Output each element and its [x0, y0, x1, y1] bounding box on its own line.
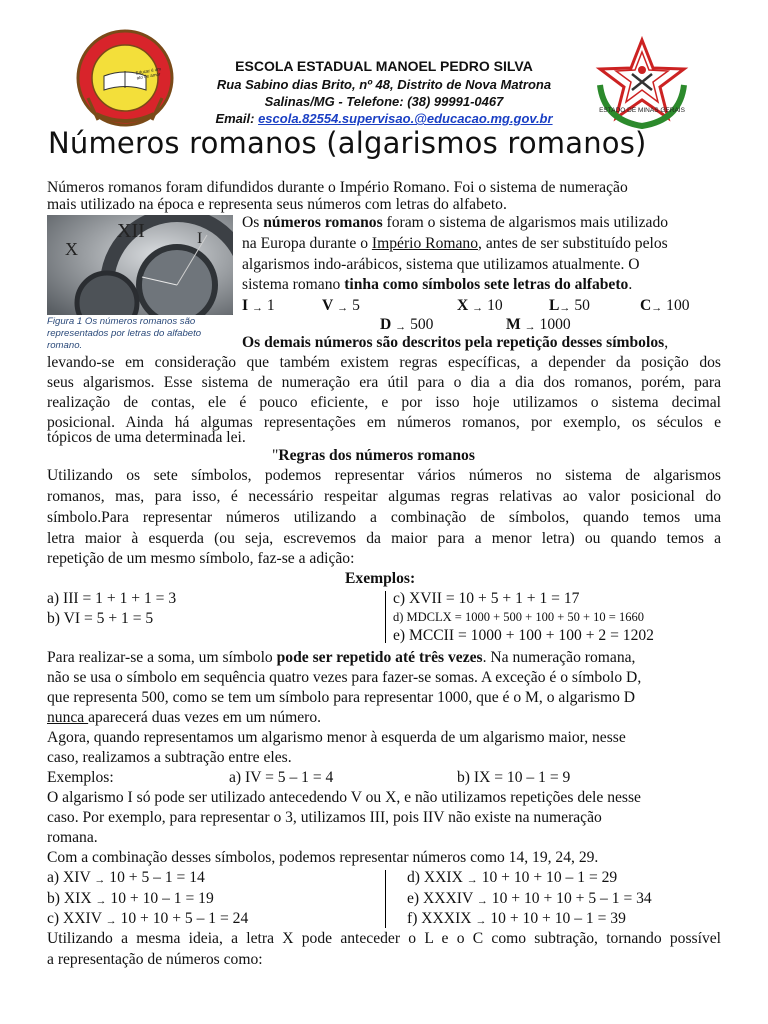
- school-city-phone: Salinas/MG - Telefone: (38) 99991-0467: [264, 94, 504, 109]
- svg-text:XII: XII: [117, 220, 145, 242]
- roman-clock-image: [47, 215, 233, 315]
- example-b: b) VI = 5 + 1 = 5: [47, 610, 154, 627]
- para1-line-4: sistema romano tinha como símbolos sete letras do alfabeto.: [242, 276, 633, 293]
- para8-line-1: Utilizando a mesma ideia, a letra X pode anteceder o L e o C como subtração, tornando possível: [47, 930, 721, 947]
- example-d: d) MDCLX = 1000 + 500 + 100 + 50 + 10 = 1660: [393, 610, 644, 624]
- combo-divider: [385, 870, 386, 928]
- examples-divider: [385, 591, 386, 643]
- svg-text:X: X: [65, 239, 78, 259]
- state-label: ESTADO DE MINAS GERAIS: [599, 107, 685, 114]
- intro-line-2: mais utilizado na época e representa seus números com letras do alfabeto.: [47, 196, 507, 213]
- caption-label: Figura 1: [47, 316, 83, 327]
- page-title: Números romanos (algarismos romanos): [48, 126, 647, 160]
- school-address: Rua Sabino dias Brito, nº 48, Distrito de Nova Matrona: [216, 77, 552, 92]
- para8-line-2: a representação de números como:: [47, 951, 263, 968]
- para4-line-4: nunca aparecerá duas vezes em um número.: [47, 709, 322, 726]
- para2-line-2: levando-se em consideração que também existem regras específicas, a depender da posição dos: [47, 354, 721, 371]
- symbol-X: X → 10: [457, 297, 503, 314]
- figure-caption: [47, 316, 237, 352]
- para2-line-3: seus algarismos. Esse sistema de numeração era útil para o dia a dia dos romanos, porém, para: [47, 374, 721, 391]
- school-email-line: [0, 111, 768, 126]
- rules-heading: "Regras dos números romanos: [272, 447, 475, 464]
- symbol-I: I → 1: [242, 297, 275, 314]
- para3-line-2: romanos, mas, para isso, é necessário respeitar algumas regras relativas ao valor posicional do: [47, 488, 721, 505]
- para6-line-1: O algarismo I só pode ser utilizado antecedendo V ou X, e não utilizamos repetições dele nesse: [47, 789, 641, 806]
- combo-example-f: f) XXXIX → 10 + 10 + 10 – 1 = 39: [407, 910, 626, 927]
- para3-line-5: repetição de um mesmo símbolo, faz-se a adição:: [47, 550, 355, 567]
- para6-line-3: romana.: [47, 829, 98, 846]
- logo-motto: Educar é um ato de amor: [135, 66, 162, 81]
- school-name: ESCOLA ESTADUAL MANOEL PEDRO SILVA: [235, 58, 533, 74]
- para1-line-3: algarismos indo-arábicos, sistema que utilizamos atualmente. O: [242, 256, 640, 273]
- symbol-D: D → 500: [380, 316, 434, 333]
- symbol-M: M → 1000: [506, 316, 571, 333]
- example-c: c) XVII = 10 + 5 + 1 + 1 = 17: [393, 590, 580, 607]
- para5-line-1: Agora, quando representamos um algarismo menor à esquerda de um algarismo maior, nesse: [47, 729, 626, 746]
- para7: Com a combinação desses símbolos, podemos representar números como 14, 19, 24, 29.: [47, 849, 599, 866]
- para2-line-5: posicional. Ainda há algumas representações em números romanos, por exemplo, os séculos e: [47, 414, 721, 431]
- para1-line-2: na Europa durante o Império Romano, antes de ser substituído pelos: [242, 235, 668, 252]
- combo-example-b: b) XIX → 10 + 10 – 1 = 19: [47, 890, 214, 907]
- combo-example-d: d) XXIX → 10 + 10 + 10 – 1 = 29: [407, 869, 618, 886]
- combo-example-a: a) XIV → 10 + 5 – 1 = 14: [47, 869, 205, 886]
- sub-examples-label: Exemplos:: [47, 769, 114, 786]
- symbol-L: L→ 50: [549, 297, 590, 314]
- sub-example-b: b) IX = 10 – 1 = 9: [457, 769, 571, 786]
- para6-line-2: caso. Por exemplo, para representar o 3, utilizamos III, pois IIV não existe na numeração: [47, 809, 602, 826]
- intro-line-1: Números romanos foram difundidos durante o Império Romano. Foi o sistema de numeração: [47, 179, 628, 196]
- example-a: a) III = 1 + 1 + 1 = 3: [47, 590, 177, 607]
- para5-line-2: caso, realizamos a subtração entre eles.: [47, 749, 292, 766]
- para1-line-1: Os números romanos foram o sistema de algarismos mais utilizado: [242, 214, 669, 231]
- sub-example-a: a) IV = 5 – 1 = 4: [229, 769, 334, 786]
- caption-line-2: representados por letras do alfabeto: [47, 328, 202, 339]
- para3-line-4: letra maior à esquerda (ou seja, escrevemos da maior para a menor letra) ou quando temos a: [47, 530, 721, 547]
- email-label: Email:: [215, 111, 255, 126]
- para4-line-3: que representa 500, como se tem um símbolo para representar 1000, que é o M, o algarismo D: [47, 689, 636, 706]
- email-link[interactable]: escola.82554.supervisao.@educacao.mg.gov.br: [258, 111, 553, 126]
- symbol-C: C→ 100: [640, 297, 690, 314]
- para2-line-1: Os demais números são descritos pela repetição desses símbolos,: [242, 334, 669, 351]
- caption-line-3: romano.: [47, 340, 83, 351]
- combo-example-c: c) XXIV → 10 + 10 + 5 – 1 = 24: [47, 910, 249, 927]
- combo-example-e: e) XXXIV → 10 + 10 + 10 + 5 – 1 = 34: [407, 890, 652, 907]
- para4-line-2: não se usa o símbolo em sequência quatro vezes para fazer-se somas. A exceção é o símbolo D,: [47, 669, 642, 686]
- para2-line-4: realização de contas, ele é pouco eficiente, e por isso hoje utilizamos o sistema decimal: [47, 394, 721, 411]
- symbol-V: V → 5: [322, 297, 360, 314]
- caption-line-1: Os números romanos são: [84, 316, 196, 327]
- para4-line-1: Para realizar-se a soma, um símbolo pode ser repetido até três vezes. Na numeração romana,: [47, 649, 636, 666]
- para3-line-3: símbolo.Para representar números utilizando a combinação de símbolos, quando temos uma: [47, 509, 721, 526]
- example-e: e) MCCII = 1000 + 100 + 100 + 2 = 1202: [393, 627, 654, 644]
- para3-line-1: Utilizando os sete símbolos, podemos representar vários números no sistema de algarismos: [47, 467, 721, 484]
- svg-text:I: I: [197, 230, 203, 247]
- examples-heading: Exemplos:: [345, 570, 416, 587]
- para2-line-6: tópicos de uma determinada lei.: [47, 429, 246, 446]
